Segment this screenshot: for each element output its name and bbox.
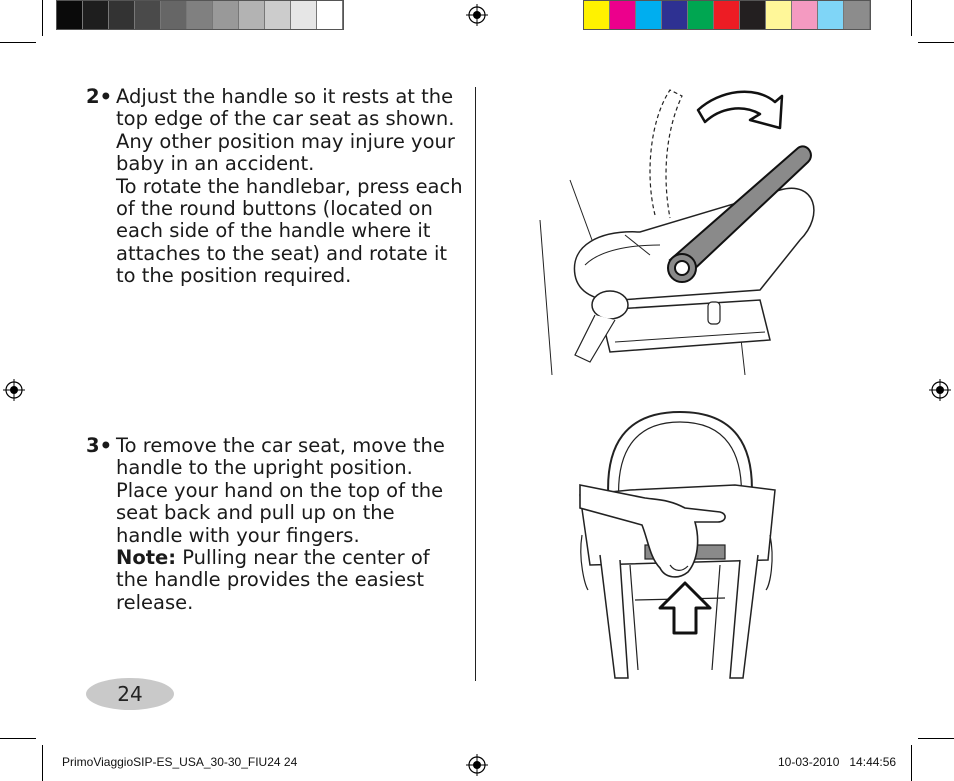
color-swatch bbox=[714, 1, 740, 29]
gray-swatch bbox=[161, 1, 187, 29]
page-number: 24 bbox=[117, 682, 143, 706]
gray-swatch bbox=[317, 1, 343, 29]
note-paragraph bbox=[116, 547, 466, 614]
note-label: Note: bbox=[116, 546, 177, 570]
handle-rotation-illustration bbox=[530, 80, 830, 380]
gray-swatch bbox=[291, 1, 317, 29]
step-paragraph: To remove the car seat, move the handle to the upright position. Place your hand on the top of the seat back and pull up on the handle with your fingers. bbox=[116, 434, 445, 547]
crop-mark bbox=[0, 42, 36, 43]
crop-mark bbox=[918, 738, 954, 739]
color-swatch bbox=[636, 1, 662, 29]
color-swatch bbox=[844, 1, 870, 29]
step-text bbox=[116, 435, 466, 614]
step-number: 2• bbox=[86, 85, 113, 108]
note-text: Pulling near the center of the handle provides the easiest release. bbox=[116, 546, 430, 614]
gray-swatch bbox=[187, 1, 213, 29]
column-divider bbox=[475, 87, 476, 681]
gray-swatch bbox=[135, 1, 161, 29]
registration-mark-icon bbox=[929, 379, 951, 401]
color-swatch bbox=[766, 1, 792, 29]
step-paragraph: To rotate the handlebar, press each of the round buttons (located on each side of the handle where it attaches to the seat) and rotate it to the position required. bbox=[116, 174, 463, 288]
color-swatch bbox=[584, 1, 610, 29]
gray-swatch bbox=[239, 1, 265, 29]
crop-mark bbox=[42, 0, 43, 36]
color-swatch bbox=[740, 1, 766, 29]
crop-mark bbox=[42, 745, 43, 781]
step-paragraph: Adjust the handle so it rests at the top edge of the car seat as shown. Any other position may injure your baby in an accident. bbox=[116, 85, 455, 176]
page-number-badge bbox=[86, 678, 174, 710]
registration-mark-icon bbox=[3, 379, 25, 401]
process-color-bar bbox=[583, 0, 871, 30]
print-slug-filename: PrimoViaggioSIP-ES_USA_30-30_FIU24 24 bbox=[62, 755, 298, 769]
crop-mark bbox=[0, 738, 36, 739]
print-slug-timestamp: 10-03-2010 14:44:56 bbox=[778, 755, 897, 769]
step-text bbox=[116, 86, 466, 288]
grayscale-color-bar bbox=[56, 0, 344, 30]
color-swatch bbox=[662, 1, 688, 29]
registration-mark-icon bbox=[466, 4, 488, 26]
color-swatch bbox=[818, 1, 844, 29]
gray-swatch bbox=[83, 1, 109, 29]
gray-swatch bbox=[109, 1, 135, 29]
registration-mark-icon bbox=[466, 754, 488, 776]
gray-swatch bbox=[265, 1, 291, 29]
color-swatch bbox=[688, 1, 714, 29]
crop-mark bbox=[911, 745, 912, 781]
gray-swatch bbox=[213, 1, 239, 29]
gray-swatch bbox=[57, 1, 83, 29]
color-swatch bbox=[610, 1, 636, 29]
step-number: 3• bbox=[86, 434, 113, 457]
crop-mark bbox=[918, 42, 954, 43]
crop-mark bbox=[911, 0, 912, 36]
color-swatch bbox=[792, 1, 818, 29]
remove-seat-illustration bbox=[570, 400, 790, 685]
